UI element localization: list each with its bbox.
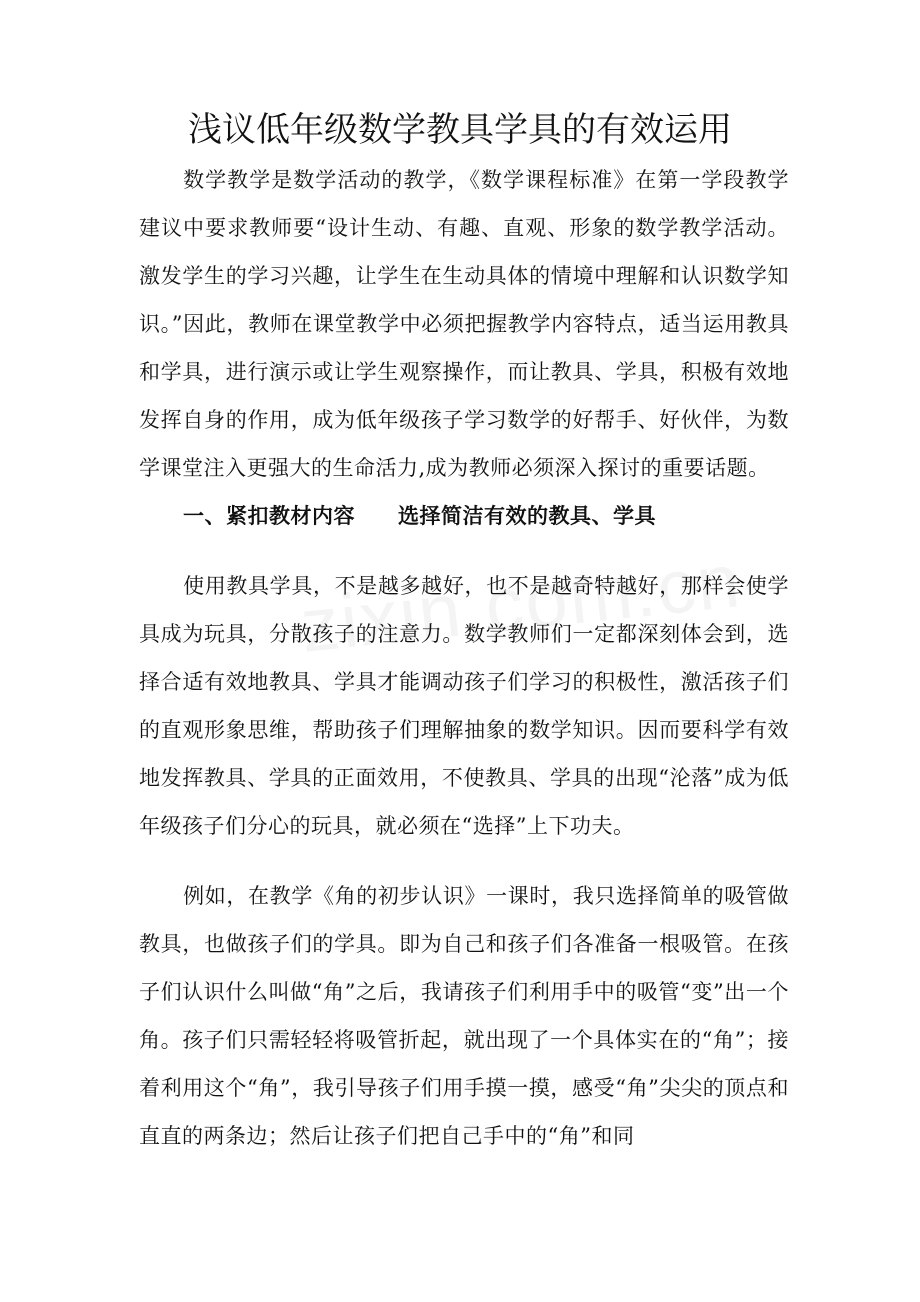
- section-paragraph-2: 例如，在教学《角的初步认识》一课时，我只选择简单的吸管做教具，也做孩子们的学具。即为自己和孩子们各准备一根吸管。在孩子们认识什么叫做“角”之后，我请孩子们利用手中的吸管“变”出一个角。孩子们只需轻轻将吸管折起，就出现了一个具体实在的“角”；接着利用这个“角”，我引导孩子们用手摸一摸，感受“角”尖尖的顶点和直直的两条边；然后让孩子们把自己手中的“角”和同: [139, 884, 789, 1148]
- document-title: 浅议低年级数学教具学具的有效运用: [188, 110, 732, 150]
- section-heading: 一、紧扣教材内容 选择简洁有效的教具、学具: [183, 503, 656, 528]
- section-paragraph-1: 使用教具学具，不是越多越好，也不是越奇特越好，那样会使学具成为玩具，分散孩子的注意力。数学教师们一定都深刻体会到，选择合适有效地教具、学具才能调动孩子们学习的积极性，激活孩子们的直观形象思维，帮助孩子们理解抽象的数学知识。因而要科学有效地发挥教具、学具的正面效用，不使教具、学具的出现“沦落”成为低年级孩子们分心的玩具，就必须在“选择”上下功夫。: [139, 574, 789, 838]
- intro-paragraph: 数学教学是数学活动的教学，《数学课程标准》在第一学段教学建议中要求教师要“设计生动、有趣、直观、形象的数学教学活动。激发学生的学习兴趣，让学生在生动具体的情境中理解和认识数学知识。”因此，教师在课堂教学中必须把握教学内容特点，适当运用教具和学具，进行演示或让学生观察操作，而让教具、学具，积极有效地发挥自身的作用，成为低年级孩子学习数学的好帮手、好伙伴，为数学课堂注入更强大的生命活力,成为教师必须深入探讨的重要话题。: [139, 168, 789, 480]
